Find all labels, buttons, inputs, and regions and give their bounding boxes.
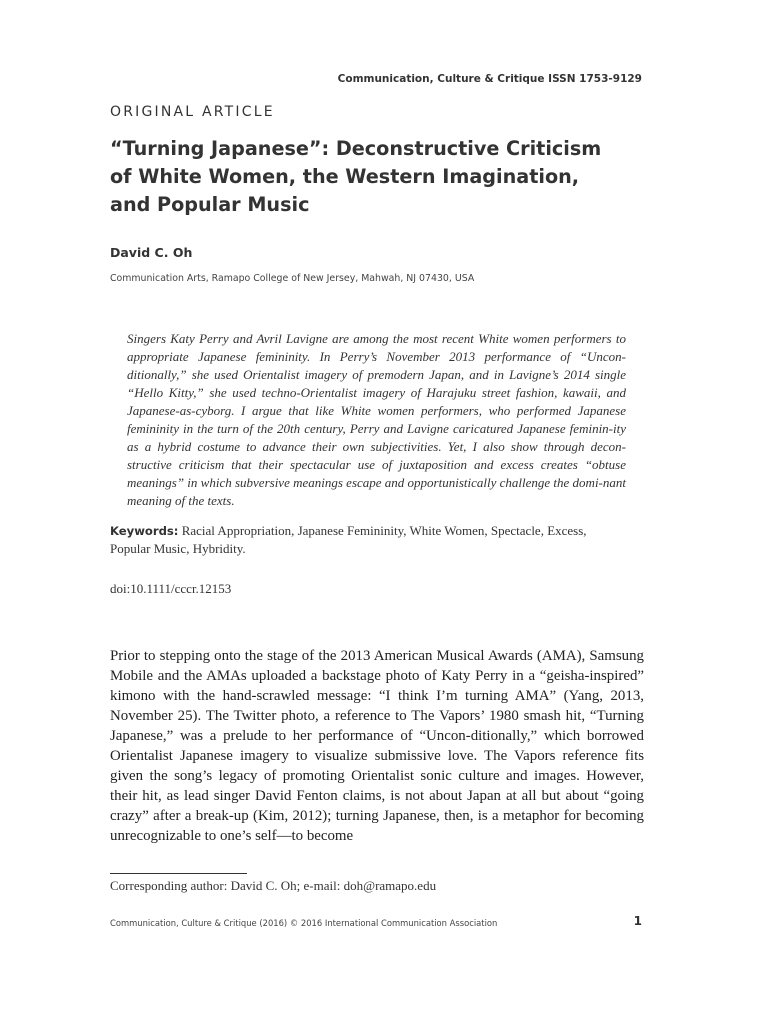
article-type-label: ORIGINAL ARTICLE <box>110 104 275 120</box>
author-name: David C. Oh <box>110 245 193 260</box>
doi[interactable]: doi:10.1111/cccr.12153 <box>110 581 232 596</box>
author-affiliation: Communication Arts, Ramapo College of New Jersey, Mahwah, NJ 07430, USA <box>110 273 475 284</box>
footnote-divider <box>110 873 247 874</box>
article-title-line: and Popular Music <box>110 193 310 216</box>
article-title-line: “Turning Japanese”: Deconstructive Criticism <box>110 137 602 160</box>
abstract: Singers Katy Perry and Avril Lavigne are among the most recent White women performers to appropriate Japanese femininity. In Perry’s November 2013 performance of “Uncon-ditionally,” she used Orientalist imagery of premodern Japan, and in Lavigne’s 2014 single “Hello Kitty,” she used techno-Orientalist imagery of Harajuku street fashion, kawaii, and Japanese-as-cyborg. I argue that like White women performers, who performed Japanese femininity in the turn of the 20th century, Perry and Lavigne caricatured Japanese feminin-ity as a hybrid costume to advance their own subjectivities. Yet, I also show through decon-structive criticism that their spectacular use of juxtaposition and excess creates “obtuse meanings” in which subversive meanings escape and opportunistically challenge the domi-nant meaning of the texts. <box>127 331 626 508</box>
corresponding-author-footnote: Corresponding author: David C. Oh; e-mail: doh@ramapo.edu <box>110 878 437 893</box>
keywords-label: Keywords: <box>110 524 179 538</box>
page-number: 1 <box>633 914 642 928</box>
body-paragraph: Prior to stepping onto the stage of the 2013 American Musical Awards (AMA), Samsung Mobile and the AMAs uploaded a backstage photo of Katy Perry in a “geisha-inspired” kimono with the hand-scrawled message: “I think I’m turning AMA” (Yang, 2013, November 25). The Twitter photo, a reference to The Vapors’ 1980 smash hit, “Turning Japanese,” was a prelude to her performance of “Uncon-ditionally,” which borrowed Orientalist Japanese imagery to visualize submissive love. The Vapors reference fits given the song’s legacy of promoting Orientalist sonic culture and images. However, their hit, as lead singer David Fenton claims, is not about Japan at all but about “going crazy” after a break-up (Kim, 2012); turning Japanese, then, is a metaphor for becoming unrecognizable to one’s self—to become <box>110 648 644 844</box>
journal-header: Communication, Culture & Critique ISSN 1753-9129 <box>337 73 642 85</box>
article-title-line: of White Women, the Western Imagination, <box>110 165 580 188</box>
article-title <box>110 135 670 219</box>
keywords-list: Racial Appropriation, Japanese Femininity, White Women, Spectacle, Excess, Popular Music, Hybridity. <box>110 523 587 556</box>
footer-citation: Communication, Culture & Critique (2016) © 2016 International Communication Association <box>110 918 498 928</box>
keywords <box>110 522 630 558</box>
